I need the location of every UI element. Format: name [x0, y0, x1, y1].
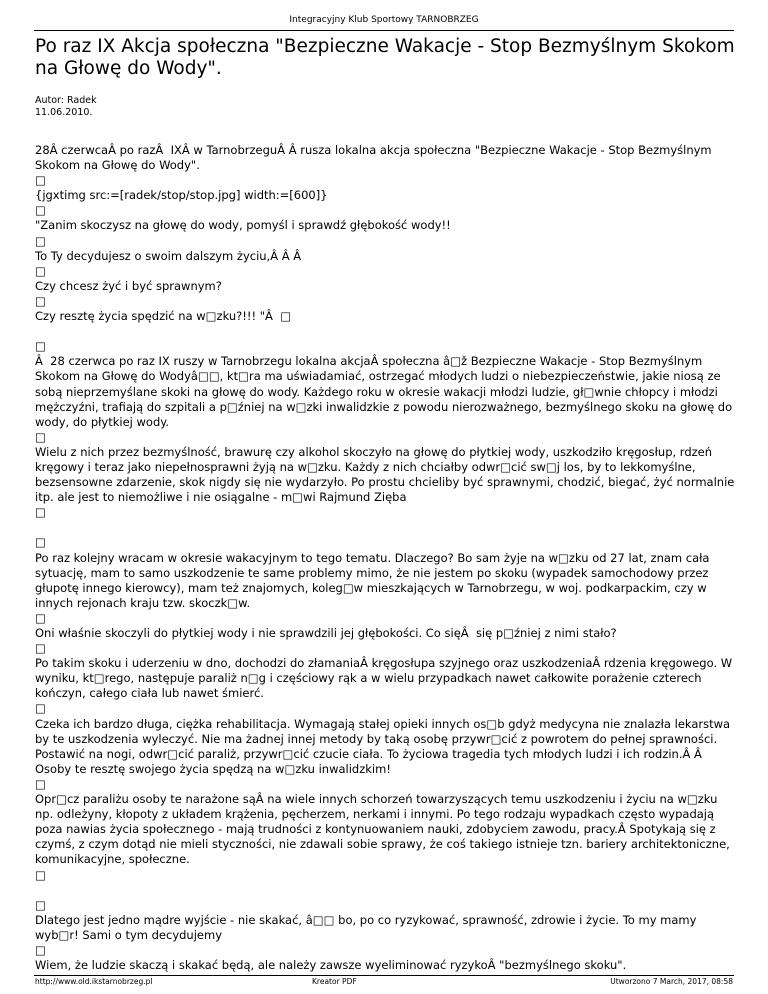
footer-created: Utworzono 7 March, 2017, 08:58	[610, 977, 733, 986]
article-paragraph: Wiem, że ludzie skaczą i skakać będą, ale należy zawsze wyeliminować ryzykoÂ "bezmyślnego skoku".	[35, 958, 627, 973]
article-date: 11.06.2010.	[35, 107, 93, 118]
article-paragraph: □	[35, 942, 46, 957]
article-paragraph: "Zanim skoczysz na głowę do wody, pomyśl i sprawdź głębokość wody!!	[35, 218, 451, 233]
article-meta	[35, 95, 735, 119]
article-paragraph: □	[35, 233, 46, 248]
article-paragraph: Czeka ich bardzo długa, ciężka rehabilitacja. Wymagają stałej opieki innych os□b gdyż medycyna nie znalazła lekarstwa by te uszkodzenia wyleczyć. Nie ma żadnej innej metody by taką osobę przywr□cić z powrotem do pełnej sprawności. Postawić na nogi, odwr□cić paraliż, przywr□cić czucie ciała. To życiowa tragedia tych młodych ludzi i ich rodzin.Â Â Osoby te resztę swojego życia spędzą na w□zku inwalidzkim!	[35, 716, 734, 776]
article-paragraph: □	[35, 429, 46, 444]
article-paragraph: Czy resztę życia spędzić na w□zku?!!! "Â □	[35, 309, 292, 324]
paragraph-spacer	[35, 324, 735, 339]
article-paragraph: □	[35, 701, 46, 716]
article-paragraph: Opr□cz paraliżu osoby te narażone sąÂ na wiele innych schorzeń towarzyszących temu uszkodzeniu i życiu na w□zku np. odleżyny, kłopoty z układem krążenia, pęcherzem, nerkami i innymi. Po tego rodzaju wypadkach często wypadają poza nawias życia społecznego - mają trudności z kontynuowaniem nauki, zdobyciem zawodu, pracy.Â Spotykają się z czymś, z czym dotąd nie mieli styczności, nie zdawali sobie sprawy, że coś takiego istnieje tzn. bariery architektoniczne, komunikacyjne, społeczne.	[35, 792, 734, 867]
article-title: Po raz IX Akcja społeczna "Bezpieczne Wakacje - Stop Bezmyślnym Skokom na Głowę do Wody".	[35, 36, 735, 79]
article-paragraph: □	[35, 173, 46, 188]
article-paragraph: Po takim skoku i uderzeniu w dno, dochodzi do złamaniaÂ kręgosłupa szyjnego oraz uszkodzeniaÂ rdzenia kręgowego. W wyniku, kt□rego, następuje paraliż n□g i częściowy rąk a w wielu przypadkach nawet całkowite porażenie czterech kończyn, całego ciała lub nawet śmierć.	[35, 656, 736, 701]
footer-url: http://www.old.ikstarnobrzeg.pl	[35, 977, 153, 986]
article-paragraph: □	[35, 641, 46, 656]
article-paragraph: □	[35, 535, 46, 550]
paragraph-spacer	[35, 883, 735, 898]
article-paragraph: {jgxtimg src:=[radek/stop/stop.jpg] width:=[600]}	[35, 188, 328, 203]
paragraph-spacer	[35, 520, 735, 535]
article-paragraph: Wielu z nich przez bezmyślność, brawurę czy alkohol skoczyło na głowę do płytkiej wody, uszkodziło kręgosłup, rdzeń kręgowy i teraz jako niepełnosprawni żyją na w□zku. Każdy z nich chciałby odwr□cić sw□j los, by to lekkomyślne, bezsensowne zdarzenie, skok nigdy się nie wydarzyło. Po prostu chcieliby być sprawnymi, chodzić, biegać, żyć normalnie itp. ale jest to niemożliwe i nie osiągalne - m□wi Rajmund Zięba	[35, 444, 738, 505]
article-paragraph: Â 28 czerwca po raz IX ruszy w Tarnobrzegu lokalna akcjaÂ społeczna â□ž Bezpieczne Wakacje - Stop Bezmyślnym Skokom na Głowę do Wodyâ□□, kt□ra ma uświadamiać, ostrzegać młodych ludzi o niebezpieczeństwie, jakie niosą ze sobą nieprzemyślane skoki na głowę do wody. Każdego roku w okresie wakacji młodzi ludzie, gł□wnie chłopcy i młodzi mężczyźni, trafiają do szpitali a p□źniej na w□zki inwalidzkie z powodu nierozważnego, bezmyślnego skoku na głowę do wody, do płytkiej wody.	[35, 354, 736, 429]
header-divider	[34, 30, 734, 31]
article-paragraph: Oni właśnie skoczyli do płytkiej wody i nie sprawdzili jej głębokości. Co sięÂ się p□źniej z nimi stało?	[35, 626, 617, 640]
article-paragraph: Po raz kolejny wracam w okresie wakacyjnym to tego tematu. Dlaczego? Bo sam żyje na w□zku od 27 lat, znam cała sytuację, mam to samo uszkodzenie te same problemy mimo, że nie jestem po skoku (wypadek samochodowy przez głupotę innego kierowcy), mam też znajomych, koleg□w mieszkających w Tarnobrzegu, w woj. podkarpackim, czy w innych rejonach kraju tzw. skoczk□w.	[35, 550, 714, 610]
article-paragraph: □	[35, 897, 46, 912]
footer-generator: Kreator PDF	[312, 977, 357, 986]
article-paragraph: □	[35, 293, 46, 308]
article-paragraph: To Ty decydujesz o swoim dalszym życiu,Â Â Â	[35, 248, 302, 263]
page-header: Integracyjny Klub Sportowy TARNOBRZEG	[289, 15, 479, 25]
article-paragraph: □	[35, 867, 46, 882]
article-paragraph: □	[35, 263, 46, 278]
footer-divider	[34, 975, 734, 976]
article-paragraph: 28Â czerwcaÂ po razÂ IXÂ w TarnobrzeguÂ Â rusza lokalna akcja społeczna "Bezpieczne Wakacje - Stop Bezmyślnym Skokom na Głowę do Wody".	[35, 143, 716, 173]
article-paragraph: Dlatego jest jedno mądre wyjście - nie skakać, â□□ bo, po co ryzykować, sprawność, zdrowie i życie. To my mamy wyb□r! Sami o tym decydujemy	[35, 912, 701, 942]
article-paragraph: □	[35, 339, 46, 354]
article-body	[35, 143, 738, 973]
article-paragraph: □	[35, 776, 46, 791]
article-paragraph: □	[35, 610, 46, 625]
article	[35, 36, 738, 973]
article-paragraph: □	[35, 203, 46, 218]
article-author: Autor: Radek	[35, 95, 97, 106]
article-paragraph: □	[35, 505, 46, 520]
article-paragraph: Czy chcesz żyć i być sprawnym?	[35, 278, 222, 293]
